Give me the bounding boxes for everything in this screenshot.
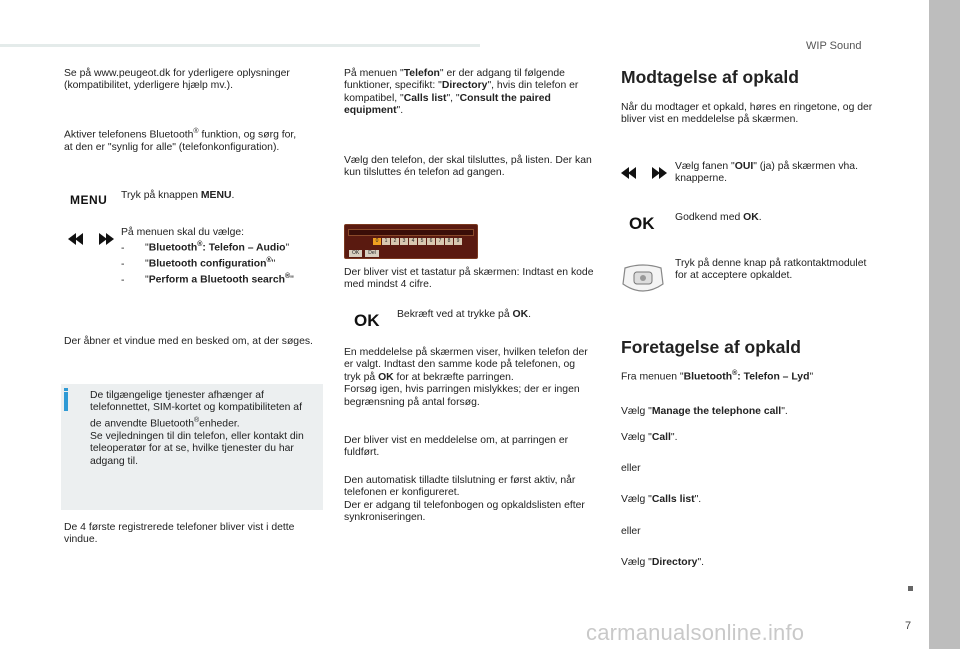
instruction-ok: Godkend med OK. — [675, 212, 762, 223]
arrows-icon — [620, 166, 668, 180]
paragraph: Der åbner et vindue med en besked om, at der søges. — [64, 336, 313, 347]
paragraph: Aktiver telefonens Bluetooth® funktion, og sørg for, at den er "synlig for alle" (telefonkonfiguration). — [64, 128, 297, 153]
page-edge-tab — [929, 0, 960, 649]
menu-path-item: - "Perform a Bluetooth search®" — [121, 273, 294, 286]
arrows-icon — [67, 232, 115, 246]
paragraph: Se på www.peugeot.dk for yderligere oplysninger (kompatibilitet, yderligere hjælp mv.). — [64, 68, 290, 92]
keypad-digit-key: 2 — [391, 238, 399, 245]
menu-path-item: - "Bluetooth®: Telefon – Audio" — [121, 241, 290, 254]
paragraph: Fra menuen "Bluetooth®: Telefon – Lyd" — [621, 370, 814, 383]
step-call: Vælg "Call". — [621, 432, 678, 443]
or-text: eller — [621, 526, 641, 537]
paragraph: Den automatisk tilladte tilslutning er først aktiv, når telefonen er konfigureret. Der er adgang til telefonbogen og opkaldslisten efter synkroniseringen. — [344, 475, 585, 524]
steering-wheel-button-icon — [621, 264, 665, 296]
watermark: carmanualsonline.info — [586, 620, 805, 645]
section-title: WIP Sound — [806, 40, 862, 52]
step-manage-call: Vælg "Manage the telephone call". — [621, 406, 788, 417]
keypad-digit-key: 3 — [400, 238, 408, 245]
paragraph: På menuen "Telefon" er der adgang til følgende funktioner, specifikt: "Directory", hvis din telefon er kompatibel, "Calls list", "Consult the paired equipment". — [344, 68, 579, 117]
paragraph: Der bliver vist et tastatur på skærmen: Indtast en kode med mindst 4 cifre. — [344, 267, 594, 291]
heading-receive-call: Modtagelse af opkald — [621, 67, 799, 87]
header-rule — [0, 44, 480, 47]
instruction-select: På menuen skal du vælge: - "Bluetooth®: Telefon – Audio" - "Bluetooth configuration®" - "Perform a Bluetooth search®" — [121, 227, 326, 287]
instruction-wheel: Tryk på denne knap på ratkontaktmodulet for at acceptere opkaldet. — [675, 258, 867, 282]
keypad-digit-key: 5 — [418, 238, 426, 245]
instruction-ok: Bekræft ved at trykke på OK. — [397, 309, 531, 320]
paragraph: De 4 første registrerede telefoner bliver vist i dette vindue. — [64, 522, 295, 546]
instruction-select-yes: Vælg fanen "OUI" (ja) på skærmen vha. knapperne. — [675, 161, 858, 185]
or-text: eller — [621, 463, 641, 474]
keypad-digit-key: 8 — [445, 238, 453, 245]
keypad-digit-key: 7 — [436, 238, 444, 245]
step-calls-list: Vælg "Calls list". — [621, 494, 702, 505]
page-number: 7 — [905, 620, 912, 632]
heading-make-call: Foretagelse af opkald — [621, 337, 801, 357]
keypad-digit-key: 9 — [454, 238, 462, 245]
keypad-ok-key: OK — [349, 250, 362, 257]
instruction-menu: Tryk på knappen MENU. — [121, 190, 235, 201]
info-text: De tilgængelige tjenester afhænger af telefonnettet, SIM-kortet og kompatibiliteten af de anvendte Bluetooth®enheder. Se vejledningen til din telefon, eller kontakt din teleoperatør for at se, hvilke tjenester du har adgang til. — [90, 390, 304, 467]
keypad-digit-key: 4 — [409, 238, 417, 245]
paragraph: En meddelelse på skærmen viser, hvilken telefon der er valgt. Indtast den samme kode på telefonen, og tryk på OK for at bekræfte parringen. Forsøg igen, hvis parringen mislykkes; der er ingen begrænsning på antal forsøg. — [344, 347, 588, 408]
step-directory: Vælg "Directory". — [621, 557, 705, 568]
menu-button-icon: MENU — [70, 193, 108, 207]
paragraph: Når du modtager et opkald, høres en ringetone, og der bliver vist en meddelelse på skærmen. — [621, 102, 873, 126]
keypad-digit-key: 1 — [382, 238, 390, 245]
paragraph: Der bliver vist en meddelelse om, at parringen er fuldført. — [344, 435, 569, 459]
menu-path-item: - "Bluetooth configuration®" — [121, 257, 276, 270]
paragraph: Vælg den telefon, der skal tilsluttes, på listen. Der kan kun tilsluttes én telefon ad gangen. — [344, 155, 592, 179]
info-icon-dot — [64, 388, 68, 391]
keypad-digit-key: 6 — [427, 238, 435, 245]
info-icon — [64, 392, 68, 411]
ok-button-icon: OK — [354, 311, 380, 330]
end-marker — [908, 586, 913, 591]
ok-button-icon: OK — [629, 214, 655, 233]
keypad-screen-image — [344, 224, 478, 259]
keypad-del-key: Del — [365, 250, 379, 257]
keypad-digit-key: 0 — [373, 238, 381, 245]
